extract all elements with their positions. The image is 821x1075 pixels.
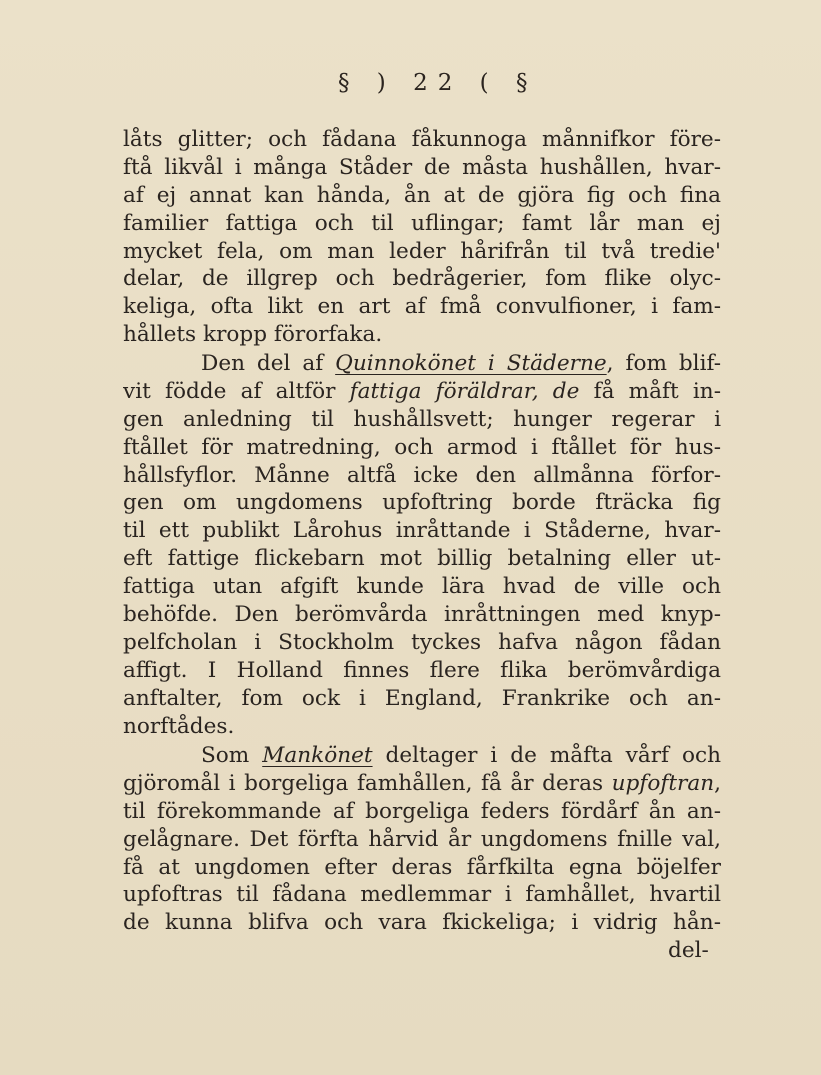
text-line: låts glitter; och fådana fåkunnoga månnifkor före- (123, 127, 721, 152)
text-line: keliga, ofta likt en art af fmå convulfioner, i fam- (123, 294, 721, 320)
text-line: norftådes. (123, 713, 235, 739)
text-line: gen om ungdomens upfoftring borde fträcka fig (123, 490, 721, 516)
text-run: vit födde af altför (123, 378, 350, 404)
italic-phrase: upfoftran (611, 770, 715, 796)
italic-phrase: fattiga föräldrar, de (349, 378, 580, 404)
italic-phrase: Mankönet (262, 743, 373, 768)
paragraph-1 (123, 126, 721, 349)
text-line: ftållet för matredning, och armod i ftållet för hus- (123, 434, 721, 460)
text-line: affigt. I Holland finnes flere flika berömvårdiga (123, 657, 721, 683)
text-line: eft fattige flickebarn mot billig betalning eller ut- (123, 546, 721, 572)
text-run: , fom blif- (606, 351, 721, 376)
text-run: , (714, 770, 721, 796)
text-line: fattiga utan afgift kunde lära hvad de ville och (123, 574, 721, 600)
text-line: gen anledning til hushållsvett; hunger regerar i (123, 406, 721, 432)
text-line (123, 770, 721, 798)
text-line: hållets kropp förorfaka. (123, 322, 383, 348)
italic-phrase: Quinnokönet i Städerne (335, 351, 607, 376)
text-line: anftalter, fom ock i England, Frankrike och an- (123, 685, 721, 711)
paragraph-2 (123, 350, 721, 740)
text-line (123, 378, 721, 406)
text-line: til ett publikt Lårohus inråttande i Ståderne, hvar- (123, 518, 721, 544)
text-line: ftå likvål i många Ståder de måsta hushållen, hvar- (123, 154, 721, 180)
text-line: mycket fela, om man leder hårifrån til två tredie' (123, 238, 721, 264)
text-line (123, 742, 721, 770)
text-line: upfoftras til fådana medlemmar i famhållet, hvartil (123, 882, 721, 908)
page-header: § ) 22 ( § (338, 70, 538, 96)
text-line: af ej annat kan hånda, ån at de gjöra fig och fina (123, 182, 721, 208)
text-line: delar, de illgrep och bedrågerier, fom flike olyc- (123, 266, 721, 292)
text-run: gjöromål i borgeliga famhållen, få år deras (123, 770, 612, 796)
text-line: gelågnare. Det förfta hårvid år ungdomens fnille val, (123, 826, 721, 852)
text-line: få at ungdomen efter deras fårfkilta egna böjelfer (123, 854, 721, 880)
text-run: Den del af (201, 351, 336, 376)
text-run: få måft in- (579, 378, 721, 404)
text-run: deltager i de måfta vårf och (372, 743, 721, 768)
text-line: familier fattiga och til uflingar; famt lår man ej (123, 210, 721, 236)
text-line: til förekommande af borgeliga feders fördårf ån an- (123, 798, 721, 824)
text-line: hållsfyflor. Månne altfå icke den allmånna förfor- (123, 462, 721, 488)
text-line: behöfde. Den berömvårda inråttningen med knyp- (123, 602, 721, 628)
paragraph-3 (123, 742, 721, 937)
text-line (123, 350, 721, 378)
text-line: pelfcholan i Stockholm tyckes hafva någon fådan (123, 629, 721, 655)
text-line: de kunna blifva och vara fkickeliga; i vidrig hån- (123, 910, 721, 936)
catchword: del- (668, 938, 709, 963)
text-run: Som (201, 743, 263, 768)
